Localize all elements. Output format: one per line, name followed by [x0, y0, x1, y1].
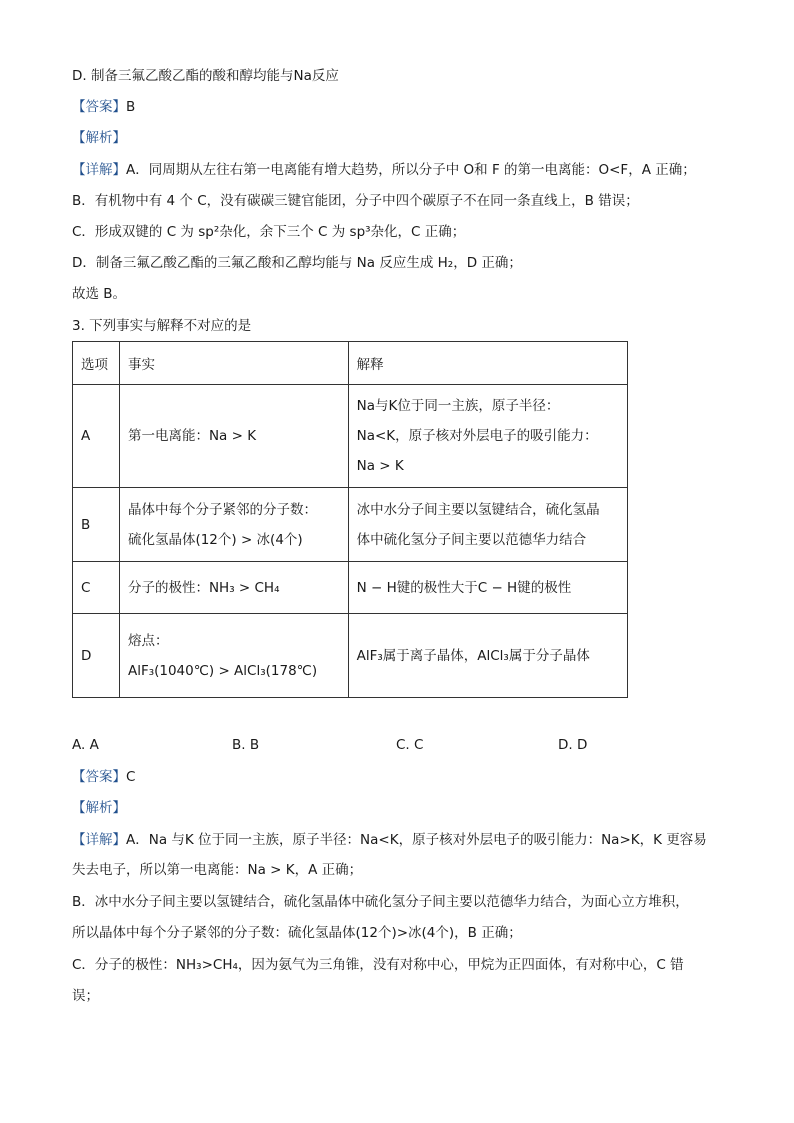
row-option: D	[73, 614, 120, 698]
fact-line: AlF₃(1040℃) > AlCl₃(178℃)	[127, 662, 318, 679]
explain-line: 冰中水分子间主要以氢键结合，硫化氢晶	[356, 501, 600, 518]
explain-line: Na<K，原子核对外层电子的吸引能力：	[356, 428, 598, 444]
facts-table	[72, 341, 628, 698]
explain-line: 体中硫化氢分子间主要以范德华力结合	[356, 531, 587, 548]
q3-detail-line-1	[72, 830, 707, 850]
row-fact	[119, 562, 348, 614]
fact-line: 硫化氢晶体(12个) > 冰(4个)	[127, 531, 303, 548]
row-fact	[119, 385, 348, 488]
detail-line-a	[72, 160, 696, 180]
analysis-label: 【解析】	[72, 130, 126, 146]
q3-detail-line-5: C．分子的极性：NH₃>CH₄，因为氨气为三角锥，没有对称中心，甲烷为正四面体，有对称中心，C 错	[72, 957, 684, 973]
explain-line: Na与K位于同一主族，原子半径：	[356, 398, 560, 414]
analysis-label: 【解析】	[72, 800, 126, 816]
table-row	[73, 385, 628, 488]
row-explain	[348, 488, 627, 562]
question-stem: 3. 下列事实与解释不对应的是	[72, 318, 252, 334]
table-row	[73, 488, 628, 562]
q3-detail-line-3: B．冰中水分子间主要以氢键结合，硫化氢晶体中硫化氢分子间主要以范德华力结合，为面心立方堆积，	[72, 894, 689, 910]
prev-answer-line	[72, 97, 135, 117]
fact-line: 分子的极性：NH₃ > CH₄	[127, 579, 280, 596]
detail-line-c: C．形成双键的 C 为 sp²杂化，余下三个 C 为 sp³杂化，C 正确；	[72, 224, 466, 240]
detail-line-d: D．制备三氟乙酸乙酯的三氟乙酸和乙醇均能与 Na 反应生成 H₂，D 正确；	[72, 255, 522, 271]
choice-d: D. D	[558, 737, 588, 753]
q3-detail-line-4: 所以晶体中每个分子紧邻的分子数：硫化氢晶体(12个)>冰(4个)，B 正确；	[72, 925, 522, 941]
detail-conclusion: 故选 B。	[72, 286, 127, 302]
table-row	[73, 562, 628, 614]
explain-line: AlF₃属于离子晶体，AlCl₃属于分子晶体	[356, 647, 590, 664]
header-explain: 解释	[348, 342, 627, 385]
explain-line: N − H键的极性大于C − H键的极性	[356, 579, 572, 596]
detail-label: 【详解】	[72, 832, 126, 848]
row-explain	[348, 614, 627, 698]
choice-b: B. B	[232, 737, 260, 753]
row-explain	[348, 385, 627, 488]
fact-line: 晶体中每个分子紧邻的分子数：	[127, 501, 317, 518]
prev-option-d: D. 制备三氟乙酸乙酯的酸和醇均能与Na反应	[72, 68, 339, 84]
q3-answer-line	[72, 767, 135, 787]
q3-detail-line-2: 失去电子，所以第一电离能：Na > K，A 正确；	[72, 862, 363, 878]
row-fact	[119, 614, 348, 698]
header-fact: 事实	[119, 342, 348, 385]
detail-line-b: B．有机物中有 4 个 C，没有碳碳三键官能团，分子中四个碳原子不在同一条直线上，B 错误；	[72, 193, 639, 209]
explain-line: Na > K	[356, 458, 404, 474]
row-option: A	[73, 385, 120, 488]
answer-value: C	[126, 769, 136, 785]
answer-value: B	[126, 99, 136, 115]
row-option: C	[73, 562, 120, 614]
row-option: B	[73, 488, 120, 562]
row-explain	[348, 562, 627, 614]
detail-label: 【详解】	[72, 162, 126, 178]
answer-label: 【答案】	[72, 769, 126, 785]
choice-a: A. A	[72, 737, 99, 753]
header-option: 选项	[73, 342, 120, 385]
detail-text: A．同周期从左往右第一电离能有增大趋势，所以分子中 O和 F 的第一电离能：O<F，A 正确；	[126, 162, 696, 178]
q3-detail-line-6: 误；	[72, 988, 99, 1004]
choice-c: C. C	[396, 737, 424, 753]
detail-text: A．Na 与K 位于同一主族，原子半径：Na<K，原子核对外层电子的吸引能力：Na>K，K 更容易	[126, 832, 707, 848]
fact-line: 熔点：	[127, 632, 169, 649]
table-header-row	[73, 342, 628, 385]
row-fact	[119, 488, 348, 562]
fact-line: 第一电离能：Na > K	[127, 428, 257, 444]
table-row	[73, 614, 628, 698]
answer-label: 【答案】	[72, 99, 126, 115]
